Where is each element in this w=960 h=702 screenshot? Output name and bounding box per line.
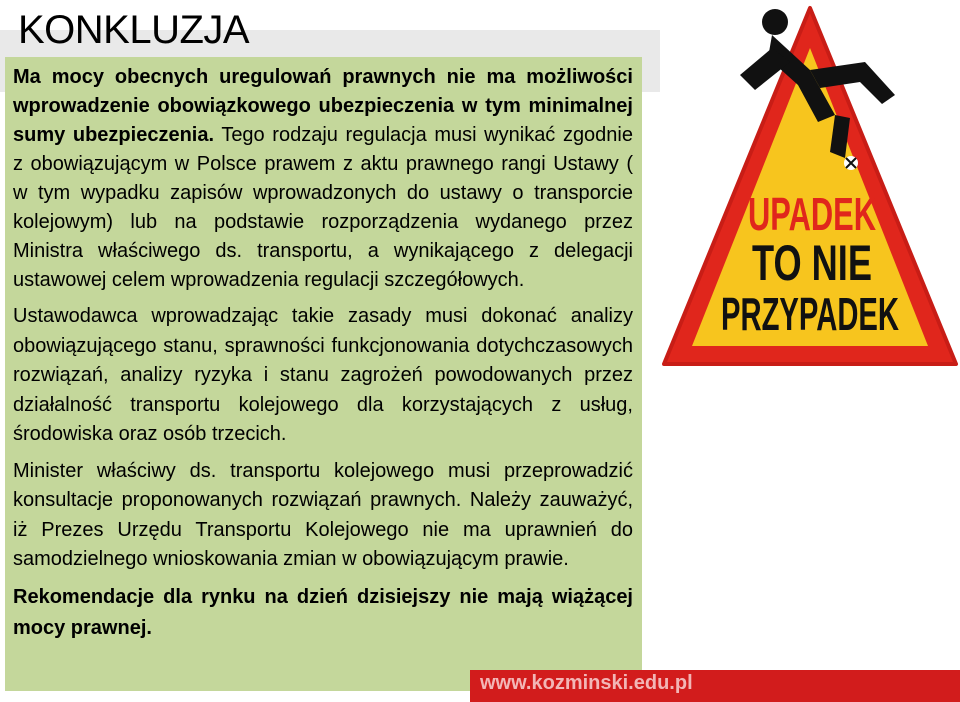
paragraph-4-recommendation: Rekomendacje dla rynku na dzień dzisiejszy nie mają wiążącej mocy prawnej.: [13, 585, 633, 639]
paragraph-1-bold: Ma mocy obecnych uregulowań prawnych nie ma możliwości wprowadzenie obowiązkowego ubezpieczenia w tym minimalnej sumy ubezpieczenia.: [13, 66, 633, 146]
footer-url[interactable]: www.kozminski.edu.pl: [480, 672, 693, 694]
warning-sign-icon: [660, 0, 960, 370]
slide-title: KONKLUZJA: [18, 8, 250, 52]
paragraph-1: [13, 63, 633, 295]
sign-text-line-1: UPADEK: [748, 188, 876, 240]
paragraph-1-text: Tego rodzaju regulacja musi wynikać zgodnie z obowiązującym w Polsce prawem z aktu prawnego rangi Ustawy ( w tym wypadku zapisów wprowadzonych do ustawy o transporcie kolejowym) lub na podstawie rozporządzenia wydanego przez Ministra właściwego ds. transportu, a wynikającego z delegacji ustawowej celem wprowadzenia regulacji szczegółowych.: [13, 124, 633, 291]
warning-sign-image: [660, 0, 960, 370]
content-box: [5, 57, 642, 691]
paragraph-3: Minister właściwy ds. transportu kolejowego musi przeprowadzić konsultacje proponowanych rozwiązań prawnych. Należy zauważyć, iż Prezes Urzędu Transportu Kolejowego nie ma uprawnień do samodzielnego wnioskowania zmian w obowiązującym prawie.: [13, 459, 633, 570]
paragraph-2: Ustawodawca wprowadzając takie zasady musi dokonać analizy obowiązującego stanu, sprawności funkcjonowania dotychczasowych rozwiązań, analizy ryzyka i stanu zagrożeń powodowanych przez działalność transportu kolejowego dla korzystających z usług, środowiska oraz osób trzecich.: [13, 305, 633, 445]
sign-text-line-2: TO NIE: [752, 235, 872, 291]
sign-text-line-3: PRZYPADEK: [721, 288, 899, 340]
